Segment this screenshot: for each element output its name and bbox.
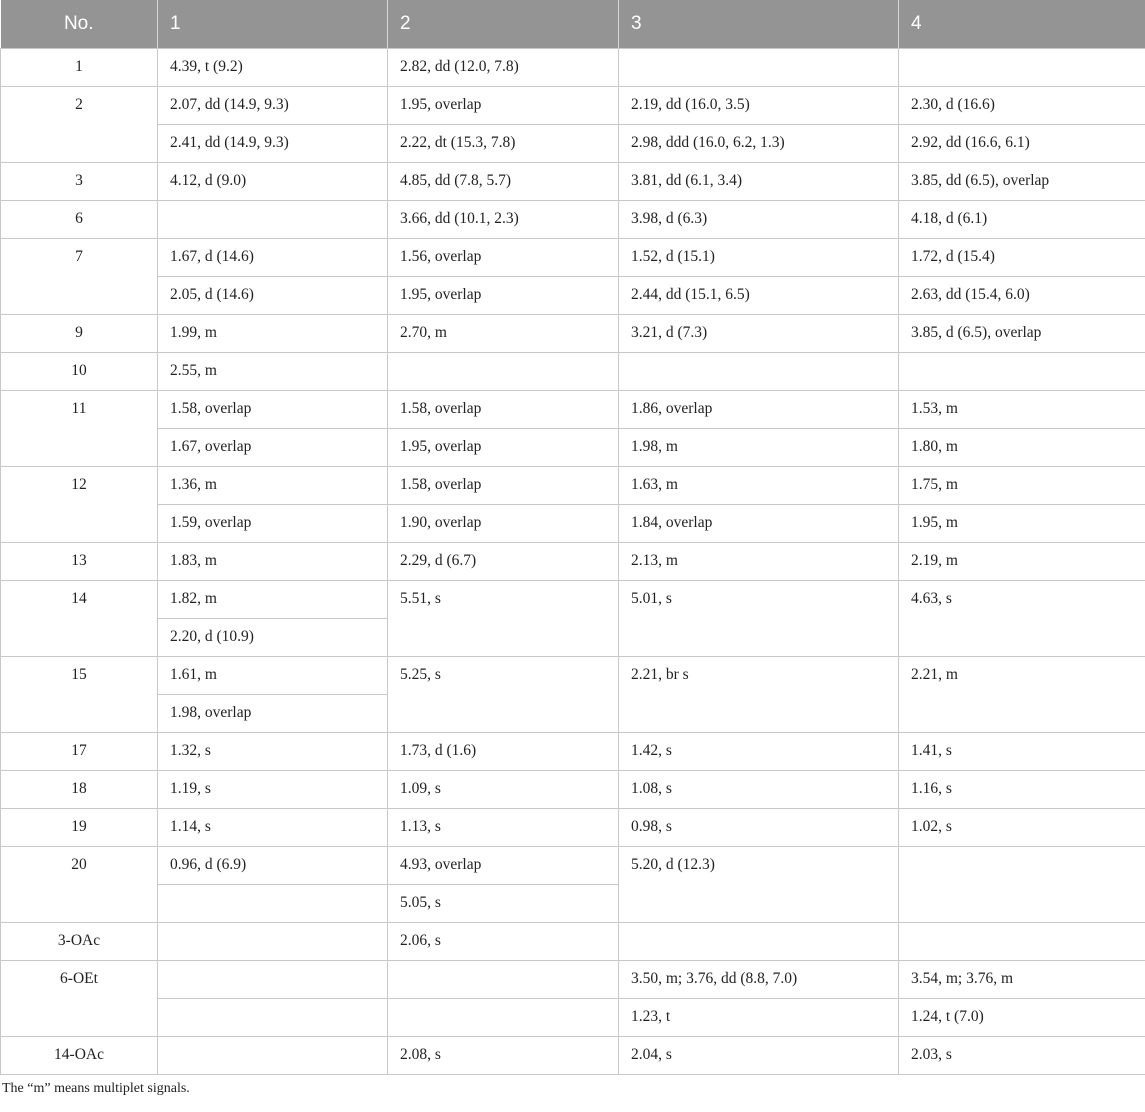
data-cell: [388, 961, 619, 999]
data-cell: 5.05, s: [388, 885, 619, 923]
data-cell: 1.53, m: [899, 391, 1145, 429]
data-cell: 1.82, m: [158, 581, 388, 619]
data-cell: 2.06, s: [388, 923, 619, 961]
position-cell: 18: [1, 771, 158, 809]
data-cell: 4.85, dd (7.8, 5.7): [388, 163, 619, 201]
data-cell: 1.98, m: [619, 429, 899, 467]
position-cell: 15: [1, 657, 158, 733]
data-cell: 1.86, overlap: [619, 391, 899, 429]
data-cell: [899, 353, 1145, 391]
data-cell: 1.59, overlap: [158, 505, 388, 543]
table-row: [1, 923, 1145, 961]
data-cell: 3.50, m; 3.76, dd (8.8, 7.0): [619, 961, 899, 999]
data-cell: [388, 999, 619, 1037]
table-footnote: The “m” means multiplet signals.: [2, 1081, 190, 1096]
table-row: [1, 847, 1145, 885]
data-cell: 1.95, m: [899, 505, 1145, 543]
table-row: [1, 771, 1145, 809]
data-cell: 1.42, s: [619, 733, 899, 771]
table-header: [1, 0, 1145, 49]
data-cell: 1.75, m: [899, 467, 1145, 505]
data-cell: 1.61, m: [158, 657, 388, 695]
table-body: [1, 49, 1145, 1075]
table-row: [1, 239, 1145, 277]
data-cell: 1.63, m: [619, 467, 899, 505]
data-cell: 1.73, d (1.6): [388, 733, 619, 771]
data-cell: 1.19, s: [158, 771, 388, 809]
table-row: [1, 733, 1145, 771]
data-cell: 2.22, dt (15.3, 7.8): [388, 125, 619, 163]
header-row: [1, 0, 1145, 49]
data-cell: 2.04, s: [619, 1037, 899, 1075]
data-cell: 1.36, m: [158, 467, 388, 505]
data-cell: 2.92, dd (16.6, 6.1): [899, 125, 1145, 163]
data-cell: 2.30, d (16.6): [899, 87, 1145, 125]
data-cell: 1.99, m: [158, 315, 388, 353]
data-cell: [899, 923, 1145, 961]
data-cell: [388, 353, 619, 391]
data-cell: 2.19, m: [899, 543, 1145, 581]
data-cell: [899, 49, 1145, 87]
data-cell: 1.41, s: [899, 733, 1145, 771]
data-cell: 1.95, overlap: [388, 87, 619, 125]
data-cell: 2.21, m: [899, 657, 1145, 733]
data-cell: 5.20, d (12.3): [619, 847, 899, 923]
data-cell: 1.58, overlap: [158, 391, 388, 429]
position-cell: 1: [1, 49, 158, 87]
table-row: [1, 49, 1145, 87]
table-row: [1, 163, 1145, 201]
data-cell: [899, 847, 1145, 923]
table-row: [1, 999, 1145, 1037]
position-cell: 14: [1, 581, 158, 657]
position-cell: 9: [1, 315, 158, 353]
data-cell: 0.98, s: [619, 809, 899, 847]
table-row: [1, 543, 1145, 581]
table-row: [1, 809, 1145, 847]
table-row: [1, 391, 1145, 429]
data-cell: 2.08, s: [388, 1037, 619, 1075]
header-compound-1: 1: [158, 0, 388, 49]
data-cell: 2.21, br s: [619, 657, 899, 733]
table-row: [1, 353, 1145, 391]
data-cell: 3.85, dd (6.5), overlap: [899, 163, 1145, 201]
header-no: No.: [1, 0, 158, 49]
position-cell: 17: [1, 733, 158, 771]
data-cell: 1.58, overlap: [388, 391, 619, 429]
data-cell: 1.09, s: [388, 771, 619, 809]
table-row: [1, 1037, 1145, 1075]
table-row: [1, 657, 1145, 695]
data-cell: 1.32, s: [158, 733, 388, 771]
data-cell: [158, 201, 388, 239]
position-cell: 7: [1, 239, 158, 315]
data-cell: 2.41, dd (14.9, 9.3): [158, 125, 388, 163]
table-row: [1, 961, 1145, 999]
data-cell: 2.55, m: [158, 353, 388, 391]
position-cell: 6-OEt: [1, 961, 158, 1037]
table-row: [1, 429, 1145, 467]
data-cell: 2.13, m: [619, 543, 899, 581]
data-cell: 2.19, dd (16.0, 3.5): [619, 87, 899, 125]
data-cell: 0.96, d (6.9): [158, 847, 388, 885]
position-cell: 19: [1, 809, 158, 847]
table-row: [1, 277, 1145, 315]
data-cell: [158, 1037, 388, 1075]
data-cell: 1.67, overlap: [158, 429, 388, 467]
data-cell: 2.82, dd (12.0, 7.8): [388, 49, 619, 87]
data-cell: 4.39, t (9.2): [158, 49, 388, 87]
data-cell: 2.03, s: [899, 1037, 1145, 1075]
data-cell: 1.02, s: [899, 809, 1145, 847]
data-cell: 2.63, dd (15.4, 6.0): [899, 277, 1145, 315]
data-cell: 1.95, overlap: [388, 429, 619, 467]
position-cell: 20: [1, 847, 158, 923]
data-cell: 2.44, dd (15.1, 6.5): [619, 277, 899, 315]
data-cell: 1.14, s: [158, 809, 388, 847]
data-cell: [158, 999, 388, 1037]
data-cell: 1.80, m: [899, 429, 1145, 467]
position-cell: 13: [1, 543, 158, 581]
data-cell: 3.85, d (6.5), overlap: [899, 315, 1145, 353]
position-cell: 10: [1, 353, 158, 391]
data-cell: 2.20, d (10.9): [158, 619, 388, 657]
table-row: [1, 467, 1145, 505]
data-cell: 2.98, ddd (16.0, 6.2, 1.3): [619, 125, 899, 163]
data-cell: 1.98, overlap: [158, 695, 388, 733]
table-row: [1, 581, 1145, 619]
data-cell: 1.72, d (15.4): [899, 239, 1145, 277]
data-cell: 1.58, overlap: [388, 467, 619, 505]
position-cell: 2: [1, 87, 158, 163]
data-cell: 4.93, overlap: [388, 847, 619, 885]
data-cell: 4.18, d (6.1): [899, 201, 1145, 239]
data-cell: 1.83, m: [158, 543, 388, 581]
data-cell: 3.98, d (6.3): [619, 201, 899, 239]
header-compound-3: 3: [619, 0, 899, 49]
data-cell: 1.08, s: [619, 771, 899, 809]
data-cell: 1.67, d (14.6): [158, 239, 388, 277]
data-cell: 1.16, s: [899, 771, 1145, 809]
data-cell: [158, 961, 388, 999]
data-cell: 5.51, s: [388, 581, 619, 657]
data-cell: 3.54, m; 3.76, m: [899, 961, 1145, 999]
table-row: [1, 87, 1145, 125]
data-cell: 4.12, d (9.0): [158, 163, 388, 201]
position-cell: 3: [1, 163, 158, 201]
data-cell: 1.90, overlap: [388, 505, 619, 543]
data-cell: [619, 49, 899, 87]
data-cell: 1.56, overlap: [388, 239, 619, 277]
data-cell: [158, 923, 388, 961]
data-cell: 1.23, t: [619, 999, 899, 1037]
position-cell: 6: [1, 201, 158, 239]
table-row: [1, 505, 1145, 543]
table-row: [1, 315, 1145, 353]
data-cell: 3.21, d (7.3): [619, 315, 899, 353]
data-cell: 3.81, dd (6.1, 3.4): [619, 163, 899, 201]
header-compound-2: 2: [388, 0, 619, 49]
data-cell: 1.24, t (7.0): [899, 999, 1145, 1037]
data-cell: 1.13, s: [388, 809, 619, 847]
position-cell: 11: [1, 391, 158, 467]
table-row: [1, 201, 1145, 239]
data-cell: [619, 923, 899, 961]
data-cell: 5.01, s: [619, 581, 899, 657]
position-cell: 12: [1, 467, 158, 543]
data-cell: 1.52, d (15.1): [619, 239, 899, 277]
data-cell: [619, 353, 899, 391]
data-cell: 2.05, d (14.6): [158, 277, 388, 315]
header-compound-4: 4: [899, 0, 1145, 49]
position-cell: 3-OAc: [1, 923, 158, 961]
data-cell: 2.07, dd (14.9, 9.3): [158, 87, 388, 125]
data-cell: 3.66, dd (10.1, 2.3): [388, 201, 619, 239]
data-cell: 4.63, s: [899, 581, 1145, 657]
data-cell: 1.84, overlap: [619, 505, 899, 543]
data-cell: 1.95, overlap: [388, 277, 619, 315]
table-row: [1, 125, 1145, 163]
position-cell: 14-OAc: [1, 1037, 158, 1075]
data-cell: 2.29, d (6.7): [388, 543, 619, 581]
data-cell: [158, 885, 388, 923]
data-cell: 5.25, s: [388, 657, 619, 733]
data-cell: 2.70, m: [388, 315, 619, 353]
